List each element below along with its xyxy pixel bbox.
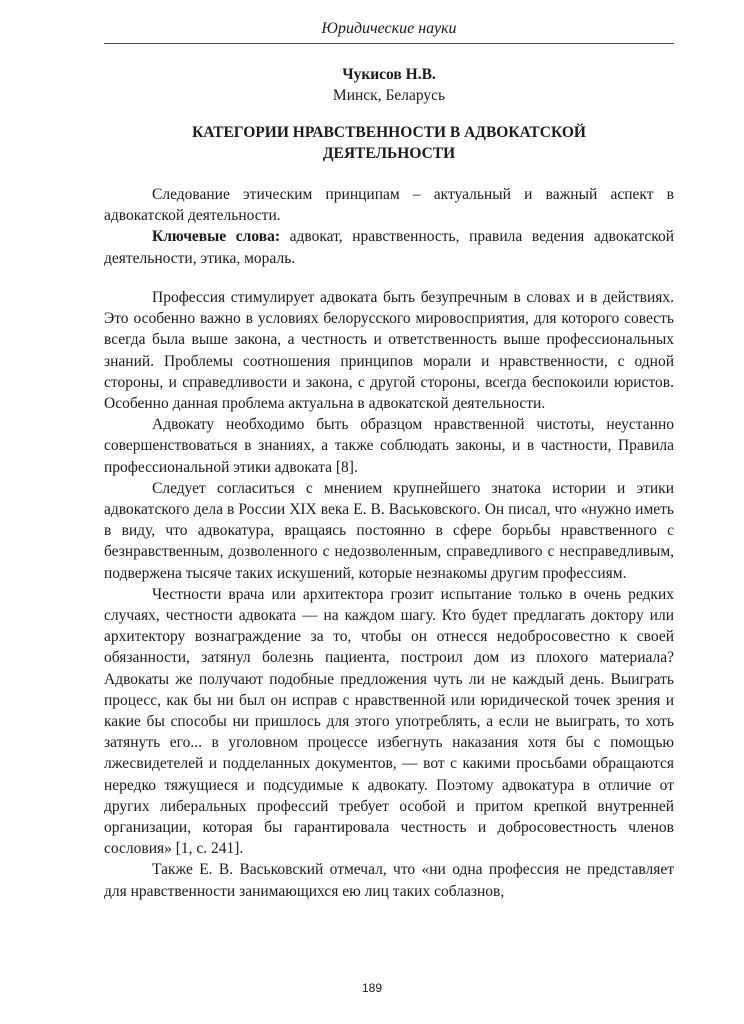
author-block — [104, 64, 674, 106]
keywords-list: адвокат, нравственность, правила ведения адвокатской деятельности, этика, мораль. — [104, 228, 674, 267]
abstract-text: Следование этическим принципам – актуальный и важный аспект в адвокатской деятельности. — [104, 186, 674, 225]
body-paragraph: Следует согласиться с мнением крупнейшего знатока истории и этики адвокатского дела в России XIX века Е. В. Васьковского. Он писал, что «нужно иметь в виду, что адвокатура, вращаясь постоянно в сфере борьбы нравственного с безнравственным, дозволенного с недозволенным, справедливого с несправедливым, подвержена тысяче таких искушений, которые незнакомы другим профессиям. — [104, 479, 674, 582]
author-name: Чукисов Н.В. — [342, 66, 436, 83]
article-body — [104, 287, 674, 902]
article-title — [104, 122, 674, 164]
abstract — [104, 184, 674, 269]
author-affiliation: Минск, Беларусь — [332, 87, 446, 104]
running-head — [104, 20, 674, 44]
running-head-title: Юридические науки — [321, 20, 457, 37]
body-paragraph: Адвокату необходимо быть образцом нравственной чистоты, неустанно совершенствоваться в знаниях, а также соблюдать законы, и в частности, Правила профессиональной этики адвоката [8]. — [104, 416, 674, 476]
body-paragraph: Профессия стимулирует адвоката быть безупречным в словах и в действиях. Это особенно важно в условиях белорусского мировосприятия, для которого совесть всегда была выше закона, а честность и ответственность выше профессиональных знаний. Проблемы соотношения принципов морали и нравственности, с одной стороны, и справедливости и закона, с другой стороны, всегда беспокоили юристов. Особенно данная проблема актуальна в адвокатской деятельности. — [104, 289, 674, 413]
keywords-paragraph — [104, 226, 674, 268]
article-title-line-1: КАТЕГОРИИ НРАВСТВЕННОСТИ В АДВОКАТСКОЙ — [192, 124, 586, 141]
body-paragraph: Честности врача или архитектора грозит испытание только в очень редких случаях, честности адвоката — на каждом шагу. Кто будет предлагать доктору или архитектору вознаграждение за то, чтобы он отнесся недобросовестно к своей обязанности, затянул болезнь пациента, построил дом из плохого материала? Адвокаты же получают подобные предложения чуть ли не каждый день. Выиграть процесс, как бы ни был он исправ с нравственной или юридической точек зрения и какие бы способы ни пришлось для этого употреблять, а если не выиграть, то хоть затянуть его... в уголовном процессе избегнуть наказания хотя бы с помощью лжесвидетелей и подделанных документов, — вот с какими просьбами обращаются нередко тяжущиеся и подсудимые к адвокату. Поэтому адвокатура в отличие от других либеральных профессий требует особой и притом крепкой внутренней организации, которая бы гарантировала честность и добросовестность членов сословия» [1, с. 241]. — [104, 585, 674, 858]
keywords-label: Ключевые слова: — [152, 228, 281, 246]
page-number: 189 — [361, 981, 383, 995]
article-title-line-2: ДЕЯТЕЛЬНОСТИ — [322, 145, 456, 162]
body-paragraph: Также Е. В. Васьковский отмечал, что «ни одна профессия не представляет для нравственности занимающихся ею лиц таких соблазнов, — [104, 861, 674, 900]
